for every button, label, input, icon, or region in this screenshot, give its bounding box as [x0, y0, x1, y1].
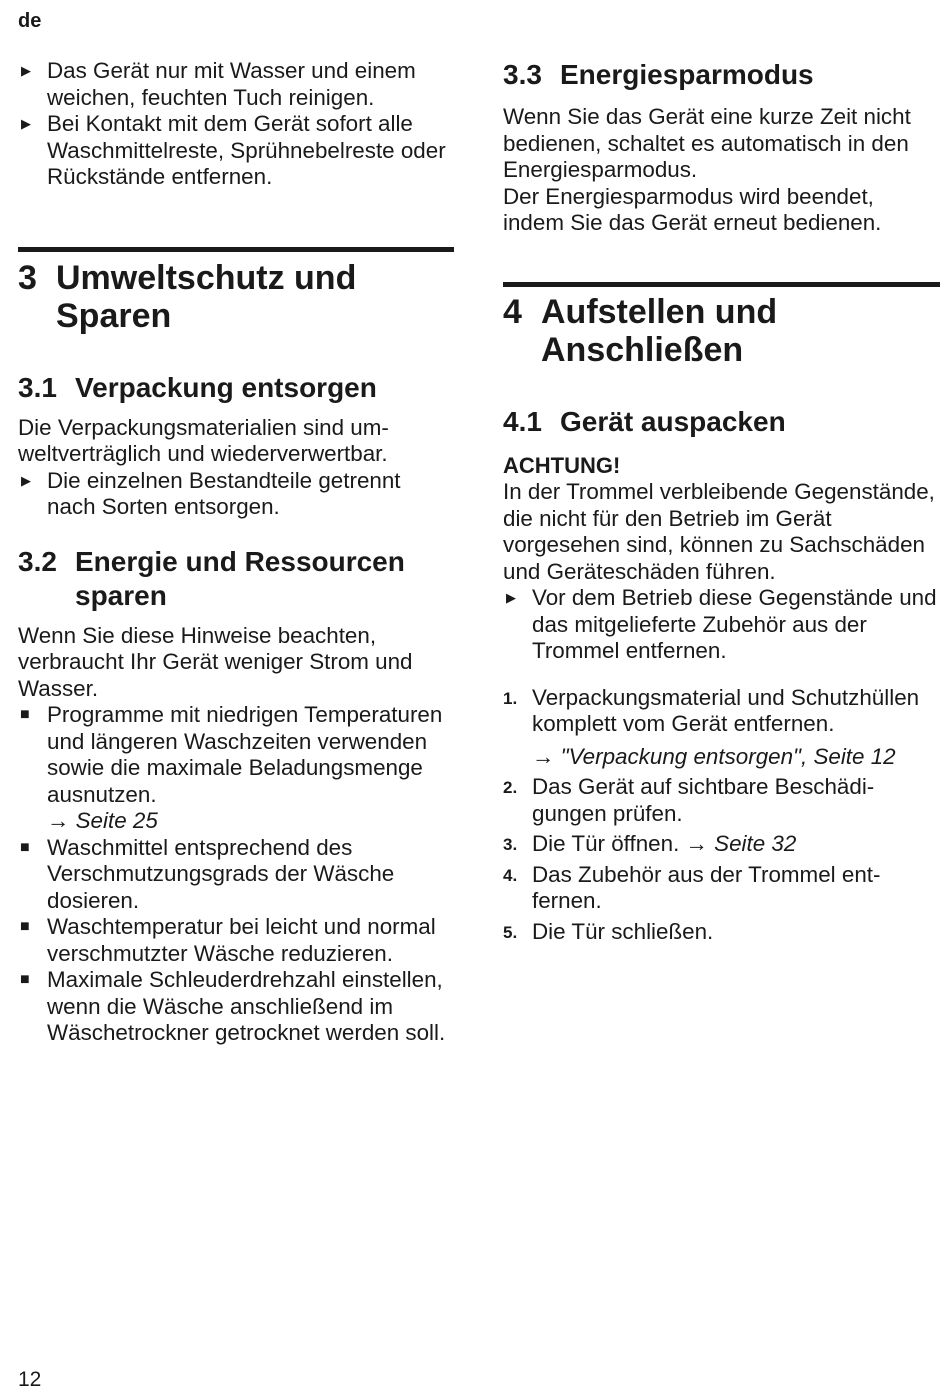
paragraph: Die Verpackungsmaterialien sind umweltverträglich und wiederverwertbar.	[18, 414, 389, 466]
list-item: ■ Maximale Schleuderdrehzahl einstellen, wenn die Wäsche anschließend im Wäschetrockner getrocknet werden soll.	[20, 967, 446, 1045]
chapter-divider	[18, 247, 454, 252]
square-bullet-icon: ■	[20, 918, 30, 935]
list-item: ▶ Vor dem Betrieb diese Gegenstände und das mitgelieferte Zubehör aus der Trommel entfernen.	[506, 585, 937, 663]
right-column	[503, 58, 940, 945]
chapter-3-heading: 3 Umweltschutz und Sparen	[18, 258, 357, 335]
list-item: ▶ Bei Kontakt mit dem Gerät sofort alle Waschmittelreste, Sprühnebelreste oder Rückstände entfernen.	[21, 111, 446, 189]
warning-label: ACHTUNG!	[503, 452, 621, 478]
step-item: 3. Die Tür öffnen. → Seite 32	[503, 831, 797, 856]
page-reference[interactable]: Seite 32	[714, 831, 797, 856]
language-label: de	[18, 10, 42, 32]
page-reference[interactable]: → Seite 25	[47, 808, 158, 833]
arrow-right-icon: →	[685, 831, 708, 856]
chapter-4-heading: 4 Aufstellen und Anschließen	[503, 292, 778, 369]
step-item: 5. Die Tür schließen.	[503, 918, 714, 944]
section-4-1-heading: 4.1 Gerät auspacken	[503, 405, 786, 437]
step-item: 1. Verpackungsmaterial und Schutzhüllen komplett vom Gerät entfernen.	[503, 684, 920, 736]
step-item: 2. Das Gerät auf sichtbare Beschädigungen prüfen.	[503, 774, 875, 826]
warning-text: In der Trommel verbleibende Gegenstände, die nicht für den Betrieb im Gerät vorgesehen sind, können zu Sachschäden und Geräteschäden führen.	[503, 479, 935, 584]
paragraph: Wenn Sie das Gerät eine kurze Zeit nicht bedienen, schaltet es automatisch in den Energiesparmodus.	[503, 104, 911, 182]
section-3-2-heading: 3.2 Energie und Ressourcen sparen	[18, 545, 405, 611]
triangle-bullet-icon: ▶	[21, 472, 31, 488]
page-reference[interactable]: → "Verpackung entsorgen", Seite 12	[532, 743, 896, 769]
list-item: ■ Waschmittel entsprechend des Verschmutzungsgrads der Wäsche dosieren.	[20, 834, 395, 913]
page-number: 12	[18, 1368, 42, 1391]
section-3-3-heading: 3.3 Energiesparmodus	[503, 59, 814, 90]
paragraph: Wenn Sie diese Hinweise beachten, verbraucht Ihr Gerät weniger Strom und Wasser.	[18, 622, 413, 701]
triangle-bullet-icon: ▶	[21, 116, 31, 131]
list-item: ■ Programme mit niedrigen Temperaturen und längeren Waschzeiten verwenden sowie die maximale Beladungsmenge ausnutzen.	[20, 702, 443, 807]
square-bullet-icon: ■	[20, 838, 30, 856]
square-bullet-icon: ■	[20, 706, 30, 723]
chapter-divider	[503, 282, 940, 287]
arrow-right-icon: →	[47, 808, 70, 833]
step-item: 4. Das Zubehör aus der Trommel entfernen.	[503, 861, 881, 913]
left-column	[18, 58, 454, 1047]
list-item: ▶ Die einzelnen Bestandteile getrennt nach Sorten entsorgen.	[21, 467, 401, 519]
arrow-right-icon: →	[532, 743, 555, 769]
paragraph: Der Energiesparmodus wird beendet, indem Sie das Gerät erneut bedienen.	[503, 183, 882, 235]
square-bullet-icon: ■	[20, 971, 30, 988]
list-item: ▶ Das Gerät nur mit Wasser und einem weichen, feuchten Tuch reinigen.	[21, 58, 416, 110]
section-3-1-heading: 3.1 Verpackung entsorgen	[18, 371, 377, 403]
list-item: ■ Waschtemperatur bei leicht und normal verschmutzter Wäsche reduzieren.	[20, 914, 436, 966]
triangle-bullet-icon: ▶	[506, 590, 516, 605]
triangle-bullet-icon: ▶	[21, 63, 31, 78]
